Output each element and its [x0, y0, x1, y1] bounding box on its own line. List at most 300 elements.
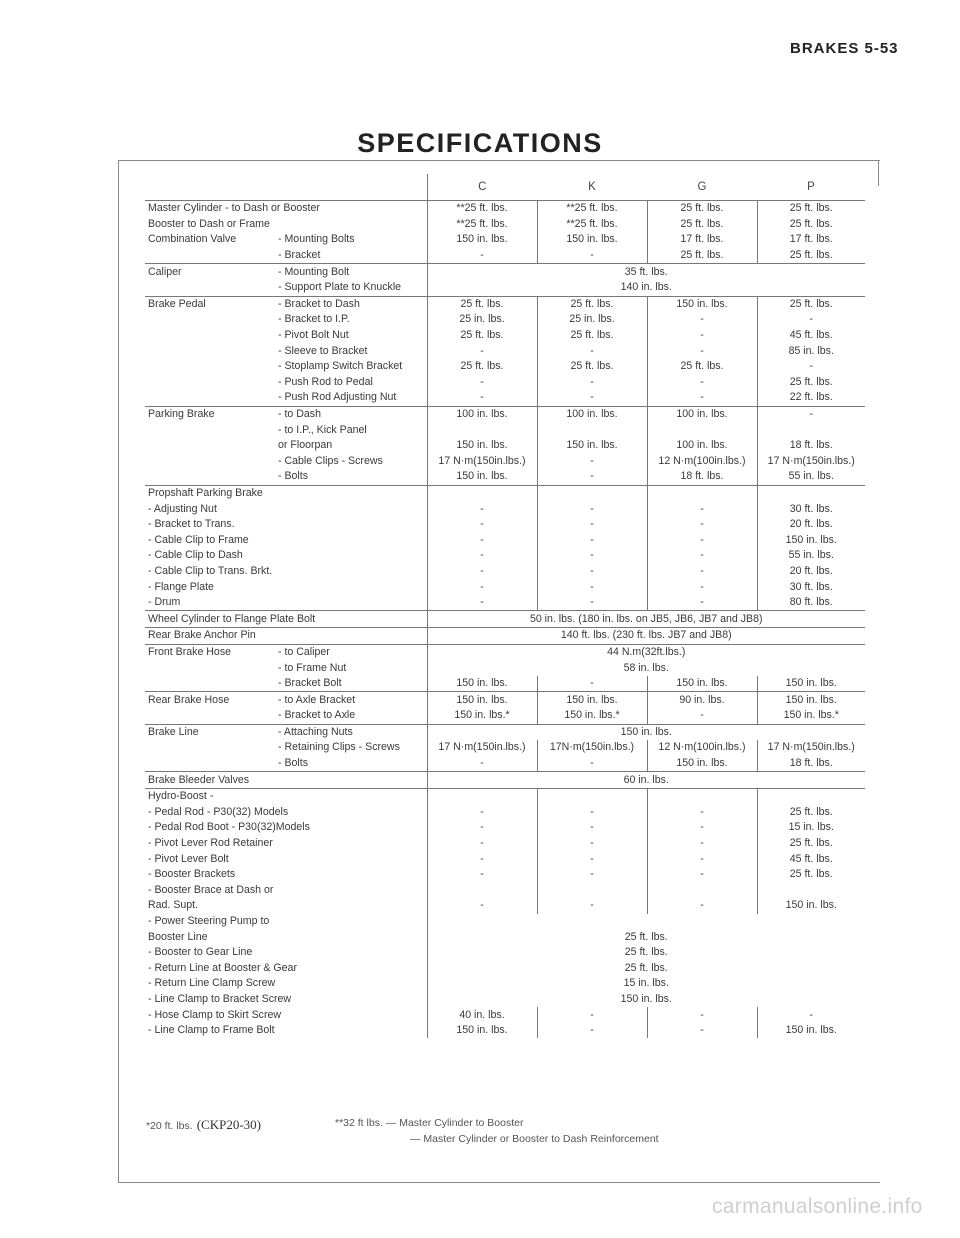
- value-p: 150 in. lbs.: [757, 898, 865, 914]
- value-p: 55 in. lbs.: [757, 469, 865, 485]
- row-sublabel: - Support Plate to Knuckle: [275, 280, 427, 296]
- value-c: 150 in. lbs.: [456, 233, 508, 246]
- value-g: -: [647, 805, 757, 821]
- row-sublabel: - Mounting Bolt: [275, 264, 427, 280]
- value-p: 55 in. lbs.: [757, 548, 865, 564]
- value-c: 150 in. lbs.: [456, 693, 508, 706]
- spec-row: [145, 485, 865, 501]
- row-label: [145, 756, 275, 772]
- value-g: -: [647, 898, 757, 914]
- value-p: 30 ft. lbs.: [757, 501, 865, 517]
- value-g: 90 in. lbs.: [647, 692, 757, 708]
- value-p: 150 in. lbs.: [757, 532, 865, 548]
- row-label: [145, 708, 275, 724]
- footnote-model-note: (CKP20-30): [196, 1117, 261, 1132]
- header-blank: [145, 174, 427, 201]
- value-c: 150 in. lbs.: [456, 439, 508, 452]
- value-k: -: [537, 564, 647, 580]
- value-all-models: 150 in. lbs.: [620, 992, 672, 1005]
- value-g: -: [647, 1023, 757, 1039]
- row-sublabel: - Push Rod to Pedal: [275, 375, 427, 391]
- row-label: - Booster to Gear Line: [145, 945, 427, 961]
- row-label: Parking Brake: [148, 408, 215, 421]
- value-k: -: [537, 532, 647, 548]
- value-p: 30 ft. lbs.: [757, 579, 865, 595]
- spec-row: [145, 883, 865, 899]
- value-g: [647, 485, 757, 501]
- value-k: 150 in. lbs.: [537, 692, 647, 708]
- value-p: 25 ft. lbs.: [757, 248, 865, 264]
- value-g: 18 ft. lbs.: [647, 469, 757, 485]
- value-k: 25 ft. lbs.: [537, 296, 647, 312]
- value-g: 17 ft. lbs.: [647, 232, 757, 248]
- value-g: [647, 422, 757, 438]
- value-c: 100 in. lbs.: [456, 408, 508, 421]
- value-c: -: [480, 549, 484, 562]
- value-p: -: [757, 1007, 865, 1023]
- value-g: -: [647, 564, 757, 580]
- value-g: -: [647, 532, 757, 548]
- value-c: 25 ft. lbs.: [460, 360, 504, 373]
- row-sublabel: - Mounting Bolts: [275, 232, 427, 248]
- value-p: 25 ft. lbs.: [757, 805, 865, 821]
- row-sublabel: - Retaining Clips - Screws: [275, 740, 427, 756]
- spec-row: [145, 548, 865, 564]
- spec-row: [145, 595, 865, 611]
- value-c: -: [480, 580, 484, 593]
- spec-row: [145, 708, 865, 724]
- spec-row: [145, 692, 865, 708]
- spec-row: [145, 343, 865, 359]
- value-k: -: [537, 851, 647, 867]
- spec-row: [145, 375, 865, 391]
- row-label: - Cable Clip to Trans. Brkt.: [145, 564, 427, 580]
- spec-row: [145, 772, 865, 789]
- value-all-models: 15 in. lbs.: [623, 977, 669, 990]
- row-sublabel: - to Dash: [275, 406, 427, 422]
- value-c: -: [480, 805, 484, 818]
- row-label: - Line Clamp to Bracket Screw: [145, 992, 427, 1008]
- spec-row: [145, 280, 865, 296]
- row-sublabel: - Sleeve to Bracket: [275, 343, 427, 359]
- value-k: [537, 422, 647, 438]
- value-c: 25 in. lbs.: [459, 313, 505, 326]
- value-g: -: [647, 312, 757, 328]
- value-p: 150 in. lbs.: [757, 676, 865, 692]
- value-all-models: 140 in. lbs.: [427, 280, 865, 296]
- value-c: 150 in. lbs.: [427, 469, 537, 485]
- spec-row: [145, 579, 865, 595]
- value-p: 85 in. lbs.: [757, 343, 865, 359]
- spec-row: [145, 201, 865, 217]
- row-label: [145, 740, 275, 756]
- value-p: 45 ft. lbs.: [757, 851, 865, 867]
- value-c: -: [480, 868, 484, 881]
- value-c: 40 in. lbs.: [459, 1008, 505, 1021]
- row-label: [145, 454, 275, 470]
- page-header: BRAKES 5-53: [790, 40, 899, 57]
- footnote-double-asterisk: **32 ft lbs. — Master Cylinder to Booster: [335, 1117, 524, 1129]
- spec-row: [145, 851, 865, 867]
- value-g: 100 in. lbs.: [647, 406, 757, 422]
- row-sublabel: - Push Rod Adjusting Nut: [275, 390, 427, 406]
- spec-row: [145, 359, 865, 375]
- row-label: [145, 343, 275, 359]
- row-label: Booster to Dash or Frame: [145, 217, 427, 233]
- value-p: 25 ft. lbs.: [757, 217, 865, 233]
- row-sublabel: - Stoplamp Switch Bracket: [275, 359, 427, 375]
- value-p: 18 ft. lbs.: [757, 756, 865, 772]
- value-all-models: 25 ft. lbs.: [624, 961, 668, 974]
- spec-row: [145, 929, 865, 945]
- row-label: - Adjusting Nut: [145, 501, 427, 517]
- row-sublabel: - Bracket Bolt: [275, 676, 427, 692]
- value-p: 150 in. lbs.*: [757, 708, 865, 724]
- row-label: [145, 390, 275, 406]
- value-k: 150 in. lbs.*: [537, 708, 647, 724]
- row-sublabel: - Cable Clips - Screws: [275, 454, 427, 470]
- value-k: **25 ft. lbs.: [537, 217, 647, 233]
- value-p: 17 N·m(150in.lbs.): [757, 454, 865, 470]
- column-header: P: [757, 174, 865, 201]
- value-all-models: 150 in. lbs.: [620, 725, 672, 738]
- header-row: [145, 174, 865, 201]
- specifications-body: [145, 201, 865, 1039]
- column-header: G: [647, 174, 757, 201]
- spec-row: [145, 312, 865, 328]
- page-title: SPECIFICATIONS: [357, 128, 603, 158]
- row-label: - Booster Brackets: [145, 867, 427, 883]
- row-label: [145, 676, 275, 692]
- spec-row: [145, 248, 865, 264]
- value-g: -: [647, 501, 757, 517]
- row-label: Brake Bleeder Valves: [145, 772, 427, 789]
- value-c: [427, 788, 537, 804]
- row-label: [145, 422, 275, 438]
- row-label: - Flange Plate: [145, 579, 427, 595]
- value-k: -: [537, 501, 647, 517]
- spec-row: [145, 422, 865, 438]
- value-k: -: [537, 375, 647, 391]
- value-g: 25 ft. lbs.: [647, 201, 757, 217]
- row-label: - Booster Brace at Dash or: [145, 883, 427, 899]
- value-g: -: [647, 579, 757, 595]
- footnote-text: *20 ft. lbs.: [146, 1120, 193, 1132]
- value-k: -: [537, 517, 647, 533]
- spec-row: [145, 836, 865, 852]
- value-p: 45 ft. lbs.: [757, 328, 865, 344]
- row-label: Front Brake Hose: [148, 645, 232, 658]
- spec-row: [145, 976, 865, 992]
- spec-row: [145, 628, 865, 645]
- row-sublabel: - to I.P., Kick Panel: [275, 422, 427, 438]
- value-g: 25 ft. lbs.: [647, 217, 757, 233]
- value-k: -: [537, 1007, 647, 1023]
- value-all-models: 44 N.m(32ft.lbs.): [607, 645, 686, 658]
- value-c: [427, 422, 537, 438]
- value-g: [647, 883, 757, 899]
- value-p: 150 in. lbs.: [757, 1023, 865, 1039]
- value-c: [427, 485, 537, 501]
- value-all-models: 25 ft. lbs.: [624, 946, 668, 959]
- row-label: [145, 438, 275, 454]
- value-p: 17 N·m(150in.lbs.): [757, 740, 865, 756]
- row-label: Master Cylinder - to Dash or Booster: [145, 201, 427, 217]
- value-k: -: [537, 248, 647, 264]
- value-c: 150 in. lbs.: [427, 676, 537, 692]
- row-label: [145, 248, 275, 264]
- value-c: -: [480, 344, 484, 357]
- row-label: Rear Brake Hose: [148, 693, 230, 706]
- value-p: 25 ft. lbs.: [757, 867, 865, 883]
- value-c: -: [480, 502, 484, 515]
- value-c: -: [480, 837, 484, 850]
- value-k: -: [537, 454, 647, 470]
- value-k: -: [537, 579, 647, 595]
- specifications-table: [145, 174, 865, 1038]
- spec-row: [145, 406, 865, 422]
- value-k: **25 ft. lbs.: [537, 201, 647, 217]
- spec-row: [145, 676, 865, 692]
- spec-row: [145, 1007, 865, 1023]
- value-all-models: 35 ft. lbs.: [624, 265, 668, 278]
- value-k: -: [537, 469, 647, 485]
- row-sublabel: - to Caliper: [275, 644, 427, 660]
- value-k: 25 in. lbs.: [537, 312, 647, 328]
- column-header: C: [427, 174, 537, 201]
- value-k: -: [537, 548, 647, 564]
- row-label: [145, 280, 275, 296]
- footnote-continuation: — Master Cylinder or Booster to Dash Reinforcement: [410, 1133, 659, 1145]
- row-label: [145, 660, 275, 676]
- row-label: Rear Brake Anchor Pin: [145, 628, 427, 645]
- value-g: 150 in. lbs.: [647, 676, 757, 692]
- row-sublabel: - Attaching Nuts: [275, 724, 427, 740]
- row-sublabel: or Floorpan: [275, 438, 427, 454]
- value-p: [757, 485, 865, 501]
- value-c: -: [480, 564, 484, 577]
- row-sublabel: - Bracket to I.P.: [275, 312, 427, 328]
- column-header: K: [537, 174, 647, 201]
- row-label: Rad. Supt.: [145, 898, 427, 914]
- value-p: -: [757, 359, 865, 375]
- value-p: 20 ft. lbs.: [757, 564, 865, 580]
- value-c: -: [480, 533, 484, 546]
- value-g: -: [647, 548, 757, 564]
- spec-row: [145, 469, 865, 485]
- row-label: - Cable Clip to Frame: [145, 532, 427, 548]
- row-label: - Line Clamp to Frame Bolt: [145, 1023, 427, 1039]
- value-p: [757, 422, 865, 438]
- value-g: -: [647, 1007, 757, 1023]
- value-p: -: [757, 406, 865, 422]
- value-g: 25 ft. lbs.: [647, 248, 757, 264]
- spec-row: [145, 756, 865, 772]
- value-all-models: 60 in. lbs.: [427, 772, 865, 789]
- footnote-single-asterisk: [146, 1117, 261, 1133]
- spec-row: [145, 724, 865, 740]
- value-g: -: [647, 820, 757, 836]
- value-k: -: [537, 820, 647, 836]
- value-p: -: [757, 312, 865, 328]
- value-g: -: [647, 708, 757, 724]
- spec-row: [145, 740, 865, 756]
- spec-row: [145, 961, 865, 977]
- spec-row: [145, 992, 865, 1008]
- value-k: 17N·m(150in.lbs.): [537, 740, 647, 756]
- spec-row: [145, 390, 865, 406]
- row-label: Combination Valve: [148, 233, 237, 246]
- spec-row: [145, 660, 865, 676]
- value-k: [537, 485, 647, 501]
- value-k: -: [537, 1023, 647, 1039]
- value-g: -: [647, 867, 757, 883]
- spec-row: [145, 296, 865, 312]
- value-g: 25 ft. lbs.: [647, 359, 757, 375]
- value-k: 150 in. lbs.: [537, 438, 647, 454]
- value-c: [427, 883, 537, 899]
- value-g: 100 in. lbs.: [647, 438, 757, 454]
- value-c: -: [427, 248, 537, 264]
- row-label: - Power Steering Pump to: [145, 914, 427, 930]
- value-c: 150 in. lbs.*: [427, 708, 537, 724]
- row-label: - Return Line at Booster & Gear: [145, 961, 427, 977]
- row-label: - Drum: [145, 595, 427, 611]
- spec-row: [145, 217, 865, 233]
- value-k: 25 ft. lbs.: [537, 359, 647, 375]
- spec-row: [145, 438, 865, 454]
- row-label: Brake Pedal: [148, 297, 206, 310]
- value-g: -: [647, 851, 757, 867]
- value-g: -: [647, 343, 757, 359]
- value-p: 15 in. lbs.: [757, 820, 865, 836]
- value-p: 25 ft. lbs.: [757, 296, 865, 312]
- value-g: [647, 788, 757, 804]
- value-g: -: [647, 375, 757, 391]
- value-k: 150 in. lbs.: [537, 232, 647, 248]
- row-label: - Return Line Clamp Screw: [145, 976, 427, 992]
- value-c: -: [480, 518, 484, 531]
- value-p: 25 ft. lbs.: [757, 375, 865, 391]
- row-label: Brake Line: [148, 725, 199, 738]
- spec-row: [145, 788, 865, 804]
- value-k: -: [537, 676, 647, 692]
- spec-row: [145, 454, 865, 470]
- row-label: - Pivot Lever Rod Retainer: [145, 836, 427, 852]
- row-sublabel: - Pivot Bolt Nut: [275, 328, 427, 344]
- row-sublabel: - to Axle Bracket: [275, 692, 427, 708]
- spec-row: [145, 867, 865, 883]
- value-all-models: [427, 914, 865, 930]
- row-label: [145, 359, 275, 375]
- value-k: -: [537, 343, 647, 359]
- value-k: -: [537, 390, 647, 406]
- value-g: -: [647, 517, 757, 533]
- value-c: **25 ft. lbs.: [456, 202, 508, 215]
- value-g: -: [647, 390, 757, 406]
- spec-row: [145, 914, 865, 930]
- row-label: - Hose Clamp to Skirt Screw: [145, 1007, 427, 1023]
- row-sublabel: - Bolts: [275, 756, 427, 772]
- value-k: [537, 883, 647, 899]
- row-label: [145, 375, 275, 391]
- frame-right-tick: [878, 160, 879, 186]
- row-sublabel: - Bolts: [275, 469, 427, 485]
- value-c: 17 N·m(150in.lbs.): [438, 741, 526, 754]
- value-c: -: [427, 390, 537, 406]
- row-label: - Pedal Rod Boot - P30(32)Models: [145, 820, 427, 836]
- row-label: [145, 312, 275, 328]
- value-p: 18 ft. lbs.: [757, 438, 865, 454]
- value-g: 150 in. lbs.: [647, 296, 757, 312]
- value-all-models: 58 in. lbs.: [623, 661, 669, 674]
- spec-row: [145, 805, 865, 821]
- value-c: **25 ft. lbs.: [456, 217, 508, 230]
- spec-row: [145, 820, 865, 836]
- value-c: 25 ft. lbs.: [460, 329, 504, 342]
- value-c: 25 ft. lbs.: [460, 297, 504, 310]
- spec-row: [145, 644, 865, 660]
- value-k: -: [537, 805, 647, 821]
- value-all-models: 50 in. lbs. (180 in. lbs. on JB5, JB6, JB7 and JB8): [427, 611, 865, 628]
- value-g: 12 N·m(100in.lbs.): [647, 740, 757, 756]
- row-label: Booster Line: [145, 929, 427, 945]
- value-k: [537, 788, 647, 804]
- row-sublabel: - Bracket: [275, 248, 427, 264]
- value-g: -: [647, 328, 757, 344]
- spec-row: [145, 1023, 865, 1039]
- value-p: 17 ft. lbs.: [757, 232, 865, 248]
- value-all-models: 140 ft. lbs. (230 ft. lbs. JB7 and JB8): [427, 628, 865, 645]
- value-k: -: [537, 898, 647, 914]
- value-c: 17 N·m(150in.lbs.): [438, 454, 526, 467]
- value-p: [757, 883, 865, 899]
- value-p: 150 in. lbs.: [757, 692, 865, 708]
- spec-row: [145, 945, 865, 961]
- value-k: 100 in. lbs.: [537, 406, 647, 422]
- value-k: -: [537, 836, 647, 852]
- spec-row: [145, 898, 865, 914]
- value-k: -: [537, 756, 647, 772]
- value-c: -: [427, 595, 537, 611]
- value-g: 12 N·m(100in.lbs.): [647, 454, 757, 470]
- row-label: Wheel Cylinder to Flange Plate Bolt: [145, 611, 427, 628]
- row-label: - Pivot Lever Bolt: [145, 851, 427, 867]
- value-c: -: [480, 821, 484, 834]
- value-g: -: [647, 836, 757, 852]
- value-k: -: [537, 595, 647, 611]
- spec-row: [145, 564, 865, 580]
- row-label: Hydro-Boost -: [145, 788, 427, 804]
- value-c: -: [480, 899, 484, 912]
- watermark: carmanualsonline.info: [712, 1195, 923, 1218]
- value-c: 150 in. lbs.: [456, 1024, 508, 1037]
- row-label: - Bracket to Trans.: [145, 517, 427, 533]
- spec-row: [145, 328, 865, 344]
- row-label: [145, 469, 275, 485]
- value-k: -: [537, 867, 647, 883]
- value-c: -: [427, 756, 537, 772]
- value-p: 25 ft. lbs.: [757, 201, 865, 217]
- row-sublabel: - Bracket to Dash: [275, 296, 427, 312]
- row-sublabel: - Bracket to Axle: [275, 708, 427, 724]
- row-label: Propshaft Parking Brake: [145, 485, 427, 501]
- value-g: -: [647, 595, 757, 611]
- value-c: -: [480, 375, 484, 388]
- row-label: [145, 328, 275, 344]
- spec-row: [145, 264, 865, 280]
- spec-row: [145, 232, 865, 248]
